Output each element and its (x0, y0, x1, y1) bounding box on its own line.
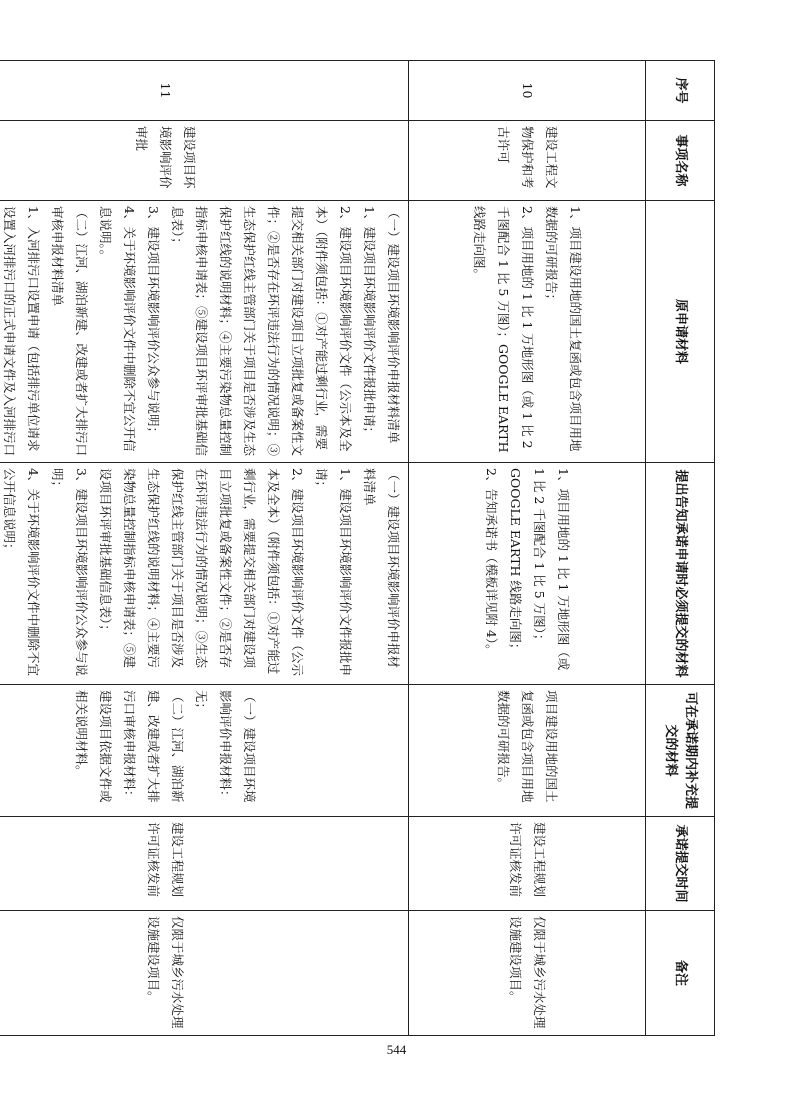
row10-seq: 10 (409, 61, 646, 121)
row11-required-line: 2、建设项目环境影响评价文件（公示本及全本）（附件须包括：①对产能过剩行业，需要提交相关部门对建设项目立项批复或备案性文件；②是否存在环评违法行为的情况说明；③生态保护红线主管部门关于项目是否涉及生态保护红线的说明材料；④主要污染物总量控制指标申核申请表；⑤建设项目环评审批基础信息表）； (98, 468, 305, 676)
table-row-10 (409, 61, 646, 1036)
row11-original-line: 1、入河排污口设置申请（包括排污单位请求设置入河排污口的正式申请文件及入河排污口 (2, 206, 41, 457)
header-supplement: 可在承诺期内补充提交的材料 (646, 685, 715, 817)
rotated-table-wrapper (2, 60, 715, 1035)
header-seq: 序号 (646, 61, 715, 121)
table-row-11 (0, 61, 409, 1036)
row10-original-line: 2、项目用地的 1 比 1 万地形图（或 1 比 2 千图配合 1 比 5 万图）；GOOGLE EARTH 线路走向图。 (472, 206, 535, 453)
row10-note: 仅限于城乡污水处理设施建设项目。 (409, 911, 646, 1036)
row10-original-line: 1、项目建设用地的国土复函或包含项目用地数据的可研报告； (544, 206, 583, 452)
row11-required (0, 463, 409, 685)
row11-time: 建设工程规划许可证核发前 (0, 817, 409, 911)
row10-required-line: 1、项目用地的 1 比 1 万地形图（或 1 比 2 千图配合 1 比 5 万图）；GOOGLE EARTH 线路走向图； (508, 468, 571, 671)
header-time: 承诺提交时间 (646, 817, 715, 911)
row11-required-line: 3、建设项目环境影响评价公众参与说明； (50, 468, 89, 676)
header-note: 备注 (646, 911, 715, 1036)
row10-required-line: 2、告知承诺书（模板详见附 4）。 (484, 468, 499, 657)
row11-supplement (0, 685, 409, 817)
header-original: 原申请材料 (646, 201, 715, 463)
row11-supplement-line: （二）江河、湖泊新建、改建或者扩大排污口审核申报材料：建设项目依据文件或相关说明材料。 (74, 690, 185, 803)
row10-supplement-line: 项目建设用地的国土复函或包含项目用地数据的可研报告。 (496, 690, 559, 803)
row11-original-line: 3、建设项目环境影响评价公众参与说明； (146, 206, 161, 439)
row11-original (0, 201, 409, 463)
approval-materials-table (0, 60, 715, 1036)
page-number: 544 (386, 1042, 407, 1057)
row11-original-line: （一）建设项目环境影响评价申报材料清单 (386, 206, 401, 444)
row11-note: 仅限于城乡污水处理设施建设项目。 (0, 911, 409, 1036)
row11-seq: 11 (0, 61, 409, 121)
row11-required-line: 1、建设项目环境影响评价文件报批申请； (314, 468, 353, 676)
row11-original-line: 2、建设项目环境影响评价文件（公示本及全本）（附件须包括：①对产能过剩行业，需要提交相关部门对建设项目立项批复或备案性文件；②是否存在环评违法行为的情况说明；③生态保护红线主管部门关于项目是否涉及生态保护红线的说明材料；④主要污染物总量控制指标申核申请表；⑤建设项目环评审批基础信息表）； (170, 206, 353, 457)
row11-original-line: 1、建设项目环境影响评价文件报批申请； (362, 206, 377, 439)
header-required: 提出告知承诺申请时必须提交的材料 (646, 463, 715, 685)
table-header-row (646, 61, 715, 1036)
row10-supplement (409, 685, 646, 817)
row10-required (409, 463, 646, 685)
header-name: 事项名称 (646, 121, 715, 201)
row11-name: 建设项目环境影响评价审批 (0, 121, 409, 201)
row10-time: 建设工程规划许可证核发前 (409, 817, 646, 911)
row10-original (409, 201, 646, 463)
row11-required-line: 4、关于环境影响评价文件中删除不宜公开信息说明； (2, 468, 41, 676)
row11-original-line: （二）江河、湖泊新建、改建或者扩大排污口审核申报材料清单 (50, 206, 89, 457)
row10-name: 建设工程文物保护和考古许可 (409, 121, 646, 201)
row11-required-line: （一）建设项目环境影响评价申报材料清单 (362, 468, 401, 669)
row11-supplement-line: （一）建设项目环境影响评价申报材料：无； (194, 690, 257, 803)
row11-original-line: 4、关于环境影响评价文件中删除不宜公开信息说明。。 (98, 206, 137, 452)
